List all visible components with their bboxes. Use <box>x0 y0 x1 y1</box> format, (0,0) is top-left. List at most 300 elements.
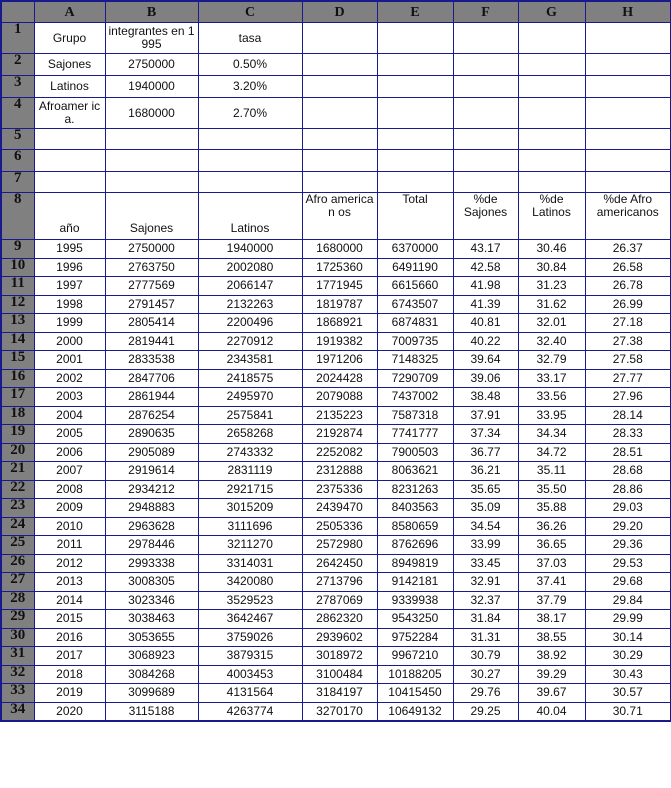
sajones-cell[interactable]: 3008305 <box>105 573 198 592</box>
total-cell[interactable]: 8403563 <box>377 499 453 518</box>
empty-cell[interactable] <box>518 76 585 98</box>
total-cell[interactable]: 9339938 <box>377 591 453 610</box>
latinos-cell[interactable]: 2495970 <box>198 388 302 407</box>
row-header[interactable]: 21 <box>1 462 34 481</box>
column-header-d[interactable]: D <box>302 1 377 23</box>
empty-cell[interactable] <box>453 172 518 193</box>
pct-sajones-cell[interactable]: 39.06 <box>453 369 518 388</box>
pct-sajones-cell[interactable]: 30.79 <box>453 647 518 666</box>
pct-afroamericanos-cell[interactable]: 28.51 <box>585 443 671 462</box>
empty-cell[interactable] <box>585 129 671 150</box>
pct-sajones-cell[interactable]: 30.27 <box>453 665 518 684</box>
empty-cell[interactable] <box>302 98 377 129</box>
empty-cell[interactable] <box>302 76 377 98</box>
empty-cell[interactable] <box>518 172 585 193</box>
sajones-cell[interactable]: 3068923 <box>105 647 198 666</box>
header-cell-year[interactable]: año <box>34 193 105 240</box>
empty-cell[interactable] <box>302 172 377 193</box>
pct-latinos-cell[interactable]: 30.46 <box>518 240 585 259</box>
latinos-cell[interactable]: 2831119 <box>198 462 302 481</box>
param-count-cell[interactable]: 2750000 <box>105 54 198 76</box>
row-header[interactable]: 5 <box>1 129 34 150</box>
row-header[interactable]: 11 <box>1 277 34 296</box>
total-cell[interactable]: 8762696 <box>377 536 453 555</box>
empty-cell[interactable] <box>453 98 518 129</box>
latinos-cell[interactable]: 3759026 <box>198 628 302 647</box>
pct-sajones-cell[interactable]: 32.91 <box>453 573 518 592</box>
header-cell-pct-sajones[interactable]: %de Sajones <box>453 193 518 240</box>
sajones-cell[interactable]: 3038463 <box>105 610 198 629</box>
pct-sajones-cell[interactable]: 40.81 <box>453 314 518 333</box>
empty-cell[interactable] <box>453 129 518 150</box>
afroamericanos-cell[interactable]: 2862320 <box>302 610 377 629</box>
pct-sajones-cell[interactable]: 41.39 <box>453 295 518 314</box>
pct-sajones-cell[interactable]: 29.76 <box>453 684 518 703</box>
total-cell[interactable]: 9142181 <box>377 573 453 592</box>
empty-cell[interactable] <box>302 54 377 76</box>
sajones-cell[interactable]: 2919614 <box>105 462 198 481</box>
afroamericanos-cell[interactable]: 3018972 <box>302 647 377 666</box>
column-header-e[interactable]: E <box>377 1 453 23</box>
pct-afroamericanos-cell[interactable]: 27.58 <box>585 351 671 370</box>
latinos-cell[interactable]: 2066147 <box>198 277 302 296</box>
total-cell[interactable]: 6370000 <box>377 240 453 259</box>
total-cell[interactable]: 8063621 <box>377 462 453 481</box>
pct-sajones-cell[interactable]: 37.91 <box>453 406 518 425</box>
total-cell[interactable]: 7290709 <box>377 369 453 388</box>
param-header-tasa[interactable]: tasa <box>198 23 302 54</box>
pct-sajones-cell[interactable]: 42.58 <box>453 258 518 277</box>
latinos-cell[interactable]: 2575841 <box>198 406 302 425</box>
sajones-cell[interactable]: 3084268 <box>105 665 198 684</box>
pct-sajones-cell[interactable]: 31.31 <box>453 628 518 647</box>
header-cell-sajones[interactable]: Sajones <box>105 193 198 240</box>
pct-latinos-cell[interactable]: 33.95 <box>518 406 585 425</box>
sajones-cell[interactable]: 2805414 <box>105 314 198 333</box>
row-header[interactable]: 6 <box>1 150 34 172</box>
row-header[interactable]: 30 <box>1 628 34 647</box>
pct-sajones-cell[interactable]: 43.17 <box>453 240 518 259</box>
pct-sajones-cell[interactable]: 29.25 <box>453 702 518 721</box>
latinos-cell[interactable]: 2658268 <box>198 425 302 444</box>
empty-cell[interactable] <box>105 129 198 150</box>
year-cell[interactable]: 2010 <box>34 517 105 536</box>
empty-cell[interactable] <box>453 54 518 76</box>
empty-cell[interactable] <box>302 150 377 172</box>
year-cell[interactable]: 2008 <box>34 480 105 499</box>
row-header[interactable]: 32 <box>1 665 34 684</box>
pct-latinos-cell[interactable]: 39.67 <box>518 684 585 703</box>
latinos-cell[interactable]: 2343581 <box>198 351 302 370</box>
row-header[interactable]: 13 <box>1 314 34 333</box>
empty-cell[interactable] <box>518 23 585 54</box>
row-header[interactable]: 1 <box>1 23 34 54</box>
afroamericanos-cell[interactable]: 2252082 <box>302 443 377 462</box>
pct-afroamericanos-cell[interactable]: 28.14 <box>585 406 671 425</box>
latinos-cell[interactable]: 3420080 <box>198 573 302 592</box>
year-cell[interactable]: 1995 <box>34 240 105 259</box>
year-cell[interactable]: 2018 <box>34 665 105 684</box>
year-cell[interactable]: 2003 <box>34 388 105 407</box>
column-header-g[interactable]: G <box>518 1 585 23</box>
row-header[interactable]: 15 <box>1 351 34 370</box>
pct-latinos-cell[interactable]: 35.88 <box>518 499 585 518</box>
latinos-cell[interactable]: 1940000 <box>198 240 302 259</box>
pct-latinos-cell[interactable]: 33.56 <box>518 388 585 407</box>
year-cell[interactable]: 2007 <box>34 462 105 481</box>
row-header[interactable]: 26 <box>1 554 34 573</box>
afroamericanos-cell[interactable]: 2192874 <box>302 425 377 444</box>
total-cell[interactable]: 9543250 <box>377 610 453 629</box>
pct-latinos-cell[interactable]: 33.17 <box>518 369 585 388</box>
sajones-cell[interactable]: 2890635 <box>105 425 198 444</box>
empty-cell[interactable] <box>198 129 302 150</box>
row-header[interactable]: 23 <box>1 499 34 518</box>
sajones-cell[interactable]: 2819441 <box>105 332 198 351</box>
row-header[interactable]: 8 <box>1 193 34 240</box>
afroamericanos-cell[interactable]: 2079088 <box>302 388 377 407</box>
param-rate-cell[interactable]: 3.20% <box>198 76 302 98</box>
total-cell[interactable]: 7148325 <box>377 351 453 370</box>
pct-afroamericanos-cell[interactable]: 30.14 <box>585 628 671 647</box>
empty-cell[interactable] <box>518 54 585 76</box>
pct-afroamericanos-cell[interactable]: 26.58 <box>585 258 671 277</box>
row-header[interactable]: 10 <box>1 258 34 277</box>
pct-afroamericanos-cell[interactable]: 29.03 <box>585 499 671 518</box>
pct-latinos-cell[interactable]: 38.92 <box>518 647 585 666</box>
select-all-corner[interactable] <box>1 1 34 23</box>
pct-afroamericanos-cell[interactable]: 27.96 <box>585 388 671 407</box>
empty-cell[interactable] <box>105 150 198 172</box>
year-cell[interactable]: 1998 <box>34 295 105 314</box>
afroamericanos-cell[interactable]: 2642450 <box>302 554 377 573</box>
pct-sajones-cell[interactable]: 35.65 <box>453 480 518 499</box>
pct-sajones-cell[interactable]: 35.09 <box>453 499 518 518</box>
empty-cell[interactable] <box>198 150 302 172</box>
sajones-cell[interactable]: 2777569 <box>105 277 198 296</box>
empty-cell[interactable] <box>585 54 671 76</box>
row-header[interactable]: 12 <box>1 295 34 314</box>
header-cell-pct-afroamericanos[interactable]: %de Afro americanos <box>585 193 671 240</box>
param-rate-cell[interactable]: 2.70% <box>198 98 302 129</box>
pct-afroamericanos-cell[interactable]: 29.84 <box>585 591 671 610</box>
afroamericanos-cell[interactable]: 2505336 <box>302 517 377 536</box>
total-cell[interactable]: 7741777 <box>377 425 453 444</box>
empty-cell[interactable] <box>34 150 105 172</box>
latinos-cell[interactable]: 2002080 <box>198 258 302 277</box>
pct-latinos-cell[interactable]: 31.62 <box>518 295 585 314</box>
param-header-grupo[interactable]: Grupo <box>34 23 105 54</box>
afroamericanos-cell[interactable]: 2787069 <box>302 591 377 610</box>
sajones-cell[interactable]: 3099689 <box>105 684 198 703</box>
pct-afroamericanos-cell[interactable]: 26.99 <box>585 295 671 314</box>
sajones-cell[interactable]: 3115188 <box>105 702 198 721</box>
total-cell[interactable]: 6491190 <box>377 258 453 277</box>
row-header[interactable]: 7 <box>1 172 34 193</box>
sajones-cell[interactable]: 2934212 <box>105 480 198 499</box>
year-cell[interactable]: 2001 <box>34 351 105 370</box>
year-cell[interactable]: 1997 <box>34 277 105 296</box>
row-header[interactable]: 20 <box>1 443 34 462</box>
afroamericanos-cell[interactable]: 2312888 <box>302 462 377 481</box>
afroamericanos-cell[interactable]: 2375336 <box>302 480 377 499</box>
latinos-cell[interactable]: 4131564 <box>198 684 302 703</box>
afroamericanos-cell[interactable]: 2439470 <box>302 499 377 518</box>
empty-cell[interactable] <box>585 23 671 54</box>
pct-sajones-cell[interactable]: 38.48 <box>453 388 518 407</box>
empty-cell[interactable] <box>377 98 453 129</box>
latinos-cell[interactable]: 2132263 <box>198 295 302 314</box>
latinos-cell[interactable]: 3642467 <box>198 610 302 629</box>
row-header[interactable]: 2 <box>1 54 34 76</box>
empty-cell[interactable] <box>518 150 585 172</box>
afroamericanos-cell[interactable]: 2713796 <box>302 573 377 592</box>
afroamericanos-cell[interactable]: 1680000 <box>302 240 377 259</box>
sajones-cell[interactable]: 2861944 <box>105 388 198 407</box>
pct-latinos-cell[interactable]: 32.79 <box>518 351 585 370</box>
pct-afroamericanos-cell[interactable]: 28.33 <box>585 425 671 444</box>
header-cell-total[interactable]: Total <box>377 193 453 240</box>
row-header[interactable]: 9 <box>1 240 34 259</box>
year-cell[interactable]: 2020 <box>34 702 105 721</box>
sajones-cell[interactable]: 2847706 <box>105 369 198 388</box>
afroamericanos-cell[interactable]: 2939602 <box>302 628 377 647</box>
total-cell[interactable]: 9967210 <box>377 647 453 666</box>
empty-cell[interactable] <box>34 172 105 193</box>
pct-latinos-cell[interactable]: 32.01 <box>518 314 585 333</box>
pct-sajones-cell[interactable]: 36.21 <box>453 462 518 481</box>
pct-latinos-cell[interactable]: 34.72 <box>518 443 585 462</box>
row-header[interactable]: 25 <box>1 536 34 555</box>
pct-latinos-cell[interactable]: 40.04 <box>518 702 585 721</box>
sajones-cell[interactable]: 2993338 <box>105 554 198 573</box>
pct-latinos-cell[interactable]: 32.40 <box>518 332 585 351</box>
row-header[interactable]: 4 <box>1 98 34 129</box>
empty-cell[interactable] <box>377 54 453 76</box>
pct-afroamericanos-cell[interactable]: 29.20 <box>585 517 671 536</box>
year-cell[interactable]: 2000 <box>34 332 105 351</box>
header-cell-latinos[interactable]: Latinos <box>198 193 302 240</box>
empty-cell[interactable] <box>518 129 585 150</box>
pct-sajones-cell[interactable]: 39.64 <box>453 351 518 370</box>
sajones-cell[interactable]: 2750000 <box>105 240 198 259</box>
row-header[interactable]: 31 <box>1 647 34 666</box>
total-cell[interactable]: 7437002 <box>377 388 453 407</box>
empty-cell[interactable] <box>302 129 377 150</box>
total-cell[interactable]: 8231263 <box>377 480 453 499</box>
param-count-cell[interactable]: 1940000 <box>105 76 198 98</box>
total-cell[interactable]: 8580659 <box>377 517 453 536</box>
empty-cell[interactable] <box>377 172 453 193</box>
year-cell[interactable]: 2012 <box>34 554 105 573</box>
total-cell[interactable]: 10188205 <box>377 665 453 684</box>
sajones-cell[interactable]: 2763750 <box>105 258 198 277</box>
latinos-cell[interactable]: 2921715 <box>198 480 302 499</box>
pct-afroamericanos-cell[interactable]: 29.99 <box>585 610 671 629</box>
sajones-cell[interactable]: 2791457 <box>105 295 198 314</box>
pct-latinos-cell[interactable]: 39.29 <box>518 665 585 684</box>
pct-latinos-cell[interactable]: 38.17 <box>518 610 585 629</box>
total-cell[interactable]: 10649132 <box>377 702 453 721</box>
afroamericanos-cell[interactable]: 2024428 <box>302 369 377 388</box>
afroamericanos-cell[interactable]: 1971206 <box>302 351 377 370</box>
pct-sajones-cell[interactable]: 36.77 <box>453 443 518 462</box>
pct-afroamericanos-cell[interactable]: 29.36 <box>585 536 671 555</box>
row-header[interactable]: 19 <box>1 425 34 444</box>
total-cell[interactable]: 8949819 <box>377 554 453 573</box>
pct-afroamericanos-cell[interactable]: 30.29 <box>585 647 671 666</box>
total-cell[interactable]: 6743507 <box>377 295 453 314</box>
year-cell[interactable]: 2014 <box>34 591 105 610</box>
pct-afroamericanos-cell[interactable]: 30.57 <box>585 684 671 703</box>
sajones-cell[interactable]: 2905089 <box>105 443 198 462</box>
pct-afroamericanos-cell[interactable]: 28.86 <box>585 480 671 499</box>
year-cell[interactable]: 2019 <box>34 684 105 703</box>
afroamericanos-cell[interactable]: 1819787 <box>302 295 377 314</box>
pct-latinos-cell[interactable]: 35.11 <box>518 462 585 481</box>
column-header-a[interactable]: A <box>34 1 105 23</box>
pct-afroamericanos-cell[interactable]: 29.53 <box>585 554 671 573</box>
row-header[interactable]: 3 <box>1 76 34 98</box>
sajones-cell[interactable]: 2876254 <box>105 406 198 425</box>
total-cell[interactable]: 10415450 <box>377 684 453 703</box>
empty-cell[interactable] <box>105 172 198 193</box>
sajones-cell[interactable]: 3023346 <box>105 591 198 610</box>
empty-cell[interactable] <box>453 150 518 172</box>
empty-cell[interactable] <box>302 23 377 54</box>
total-cell[interactable]: 6874831 <box>377 314 453 333</box>
pct-sajones-cell[interactable]: 37.34 <box>453 425 518 444</box>
total-cell[interactable]: 6615660 <box>377 277 453 296</box>
pct-afroamericanos-cell[interactable]: 26.37 <box>585 240 671 259</box>
row-header[interactable]: 34 <box>1 702 34 721</box>
latinos-cell[interactable]: 2270912 <box>198 332 302 351</box>
param-header-integrantes[interactable]: integrantes en 1995 <box>105 23 198 54</box>
pct-latinos-cell[interactable]: 38.55 <box>518 628 585 647</box>
column-header-b[interactable]: B <box>105 1 198 23</box>
pct-latinos-cell[interactable]: 37.03 <box>518 554 585 573</box>
empty-cell[interactable] <box>377 150 453 172</box>
year-cell[interactable]: 2004 <box>34 406 105 425</box>
empty-cell[interactable] <box>377 129 453 150</box>
total-cell[interactable]: 7900503 <box>377 443 453 462</box>
row-header[interactable]: 28 <box>1 591 34 610</box>
param-group-cell[interactable]: Sajones <box>34 54 105 76</box>
header-cell-afroamericanos[interactable]: Afro american os <box>302 193 377 240</box>
empty-cell[interactable] <box>585 150 671 172</box>
empty-cell[interactable] <box>585 172 671 193</box>
pct-afroamericanos-cell[interactable]: 30.43 <box>585 665 671 684</box>
pct-afroamericanos-cell[interactable]: 27.77 <box>585 369 671 388</box>
empty-cell[interactable] <box>453 76 518 98</box>
year-cell[interactable]: 2013 <box>34 573 105 592</box>
empty-cell[interactable] <box>377 23 453 54</box>
year-cell[interactable]: 2005 <box>34 425 105 444</box>
year-cell[interactable]: 1999 <box>34 314 105 333</box>
pct-afroamericanos-cell[interactable]: 26.78 <box>585 277 671 296</box>
year-cell[interactable]: 2015 <box>34 610 105 629</box>
pct-sajones-cell[interactable]: 32.37 <box>453 591 518 610</box>
param-group-cell[interactable]: Afroamer ica. <box>34 98 105 129</box>
pct-latinos-cell[interactable]: 37.41 <box>518 573 585 592</box>
year-cell[interactable]: 2016 <box>34 628 105 647</box>
year-cell[interactable]: 2011 <box>34 536 105 555</box>
total-cell[interactable]: 7009735 <box>377 332 453 351</box>
afroamericanos-cell[interactable]: 1725360 <box>302 258 377 277</box>
param-rate-cell[interactable]: 0.50% <box>198 54 302 76</box>
row-header[interactable]: 27 <box>1 573 34 592</box>
row-header[interactable]: 33 <box>1 684 34 703</box>
pct-latinos-cell[interactable]: 34.34 <box>518 425 585 444</box>
latinos-cell[interactable]: 2743332 <box>198 443 302 462</box>
empty-cell[interactable] <box>585 76 671 98</box>
latinos-cell[interactable]: 3111696 <box>198 517 302 536</box>
latinos-cell[interactable]: 4003453 <box>198 665 302 684</box>
pct-latinos-cell[interactable]: 36.65 <box>518 536 585 555</box>
row-header[interactable]: 22 <box>1 480 34 499</box>
latinos-cell[interactable]: 3879315 <box>198 647 302 666</box>
empty-cell[interactable] <box>518 98 585 129</box>
row-header[interactable]: 29 <box>1 610 34 629</box>
column-header-h[interactable]: H <box>585 1 671 23</box>
pct-afroamericanos-cell[interactable]: 29.68 <box>585 573 671 592</box>
sajones-cell[interactable]: 2978446 <box>105 536 198 555</box>
sajones-cell[interactable]: 2948883 <box>105 499 198 518</box>
pct-latinos-cell[interactable]: 37.79 <box>518 591 585 610</box>
column-header-f[interactable]: F <box>453 1 518 23</box>
latinos-cell[interactable]: 3015209 <box>198 499 302 518</box>
row-header[interactable]: 14 <box>1 332 34 351</box>
pct-sajones-cell[interactable]: 40.22 <box>453 332 518 351</box>
latinos-cell[interactable]: 2418575 <box>198 369 302 388</box>
sajones-cell[interactable]: 2963628 <box>105 517 198 536</box>
param-group-cell[interactable]: Latinos <box>34 76 105 98</box>
pct-sajones-cell[interactable]: 33.99 <box>453 536 518 555</box>
total-cell[interactable]: 9752284 <box>377 628 453 647</box>
year-cell[interactable]: 2017 <box>34 647 105 666</box>
row-header[interactable]: 24 <box>1 517 34 536</box>
afroamericanos-cell[interactable]: 2572980 <box>302 536 377 555</box>
empty-cell[interactable] <box>453 23 518 54</box>
empty-cell[interactable] <box>377 76 453 98</box>
sajones-cell[interactable]: 3053655 <box>105 628 198 647</box>
row-header[interactable]: 16 <box>1 369 34 388</box>
afroamericanos-cell[interactable]: 3100484 <box>302 665 377 684</box>
empty-cell[interactable] <box>585 98 671 129</box>
row-header[interactable]: 18 <box>1 406 34 425</box>
pct-sajones-cell[interactable]: 33.45 <box>453 554 518 573</box>
afroamericanos-cell[interactable]: 1919382 <box>302 332 377 351</box>
empty-cell[interactable] <box>198 172 302 193</box>
afroamericanos-cell[interactable]: 1771945 <box>302 277 377 296</box>
pct-sajones-cell[interactable]: 31.84 <box>453 610 518 629</box>
year-cell[interactable]: 1996 <box>34 258 105 277</box>
param-count-cell[interactable]: 1680000 <box>105 98 198 129</box>
header-cell-pct-latinos[interactable]: %de Latinos <box>518 193 585 240</box>
year-cell[interactable]: 2009 <box>34 499 105 518</box>
sajones-cell[interactable]: 2833538 <box>105 351 198 370</box>
pct-sajones-cell[interactable]: 34.54 <box>453 517 518 536</box>
year-cell[interactable]: 2002 <box>34 369 105 388</box>
latinos-cell[interactable]: 2200496 <box>198 314 302 333</box>
year-cell[interactable]: 2006 <box>34 443 105 462</box>
pct-afroamericanos-cell[interactable]: 27.18 <box>585 314 671 333</box>
afroamericanos-cell[interactable]: 3184197 <box>302 684 377 703</box>
column-header-c[interactable]: C <box>198 1 302 23</box>
pct-latinos-cell[interactable]: 36.26 <box>518 517 585 536</box>
afroamericanos-cell[interactable]: 3270170 <box>302 702 377 721</box>
latinos-cell[interactable]: 3314031 <box>198 554 302 573</box>
